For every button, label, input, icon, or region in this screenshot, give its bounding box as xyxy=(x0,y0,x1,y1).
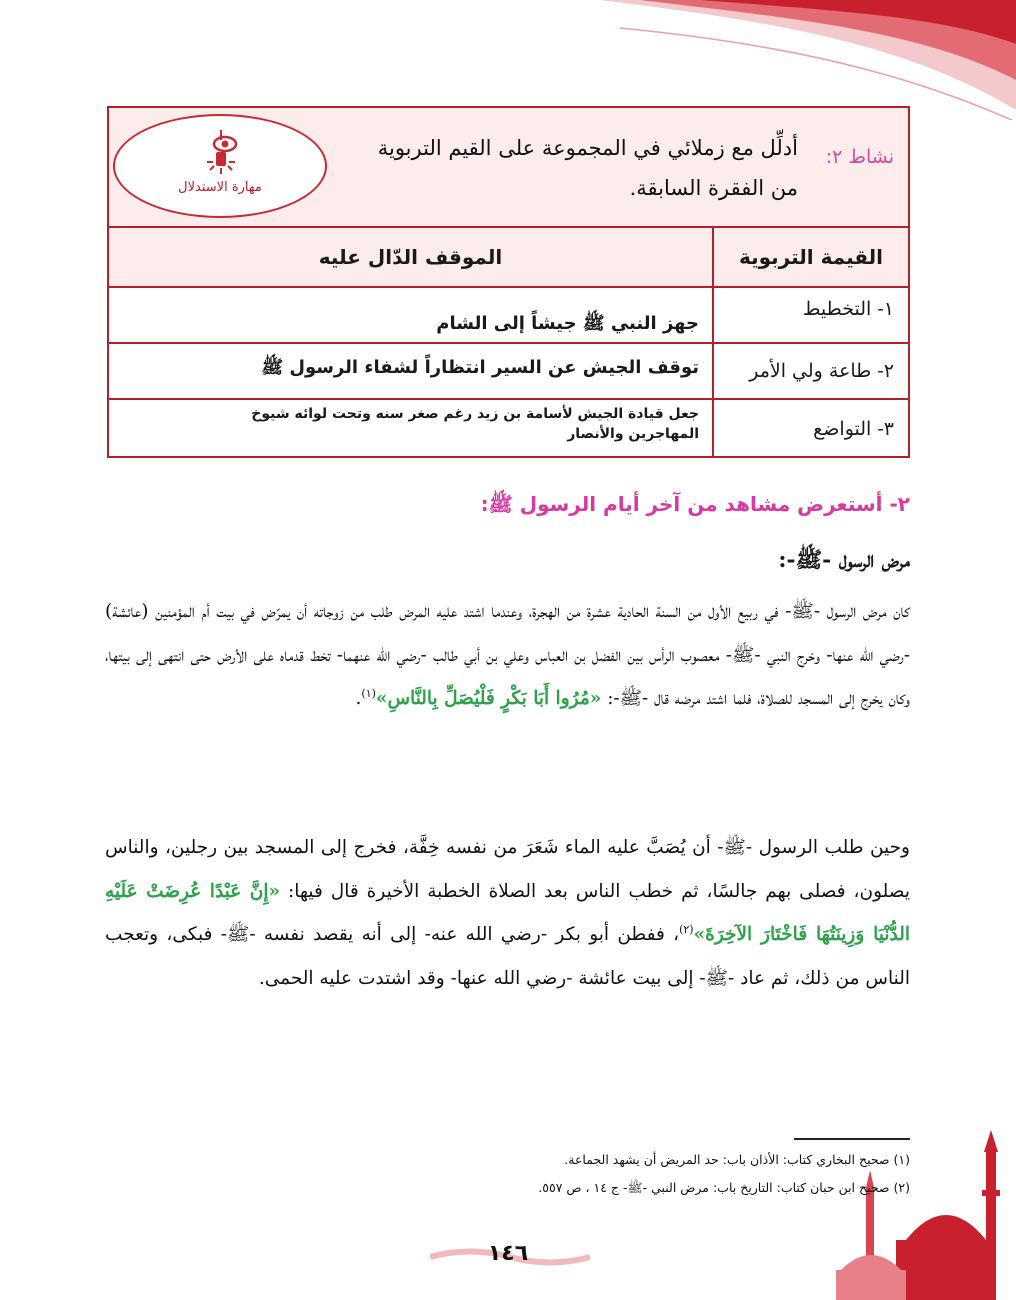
paragraph-1-text: كان مرض الرسول -ﷺ- في ربيع الأول من السنة الحادية عشرة من الهجرة، وعندما اشتد عليه المرض طلب من زوجاته أن يمرّض في بيت أم المؤمنين (عائشة) -رضي الله عنها- وخرج النبي -ﷺ- معصوب الرأس بين الفضل بن العباس وعلي بن أبي طالب -رضي الله عنهما- تخط قدماه على الأرض حتى انتهى إلى بيتها، وكان يخرج إلى المسجد للصلاة، فلما اشتد مرضه قال -ﷺ-: xyxy=(105,601,910,709)
header-value: القيمة التربوية xyxy=(738,245,884,269)
activity-instruction xyxy=(328,128,798,208)
activity-table xyxy=(107,106,910,458)
paragraph-1: كان مرض الرسول -ﷺ- في ربيع الأول من السنة الحادية عشرة من الهجرة، وعندما اشتد عليه المرض طلب من زوجاته أن يمرّض في بيت أم المؤمنين (عائشة) -رضي الله عنها- وخرج النبي -ﷺ- معصوب الرأس بين الفضل بن العباس وعلي بن أبي طالب -رضي الله عنهما- تخط قدماه على الأرض حتى انتهى إلى بيتها، وكان يخرج إلى المسجد للصلاة، فلما اشتد مرضه قال -ﷺ-: «مُرُوا أَبَا بَكْرٍ فَلْيُصَلِّ بِالنَّاسِ»$^{(١)}$. xyxy=(105,601,910,709)
subheading: مرض الرسول -ﷺ-: xyxy=(778,547,910,573)
activity-header xyxy=(109,108,908,228)
footnote-ref-2[interactable]: (٢) xyxy=(679,922,694,936)
section-heading: ٢- أستعرض مشاهد من آخر أيام الرسول ﷺ: xyxy=(480,492,910,516)
paragraph-2-tail: ، ففطن أبو بكر -رضي الله عنه- إلى أنه يقصد نفسه -ﷺ- فبكى، وتعجب الناس من ذلك، ثم عاد -ﷺ- إلى بيت عائشة -رضي الله عنها- وقد اشتدت عليه الحمى. xyxy=(105,924,910,989)
page-number: ١٤٦ xyxy=(487,1241,529,1266)
column-divider xyxy=(712,228,714,456)
footnote-ref-1[interactable]: (١) xyxy=(361,686,376,700)
table-row xyxy=(109,400,908,456)
row-situation: جعل قيادة الجيش لأسامة بن زيد رغم صغر سنه وتحت لوائه شيوخ المهاجرين والأنصار xyxy=(251,406,699,442)
activity-instruction-line2: من الفقرة السابقة. xyxy=(629,176,798,200)
activity-label: نشاط ٢: xyxy=(825,146,894,168)
table-row xyxy=(109,288,908,344)
skill-badge xyxy=(113,114,327,218)
header-swoosh-decoration xyxy=(0,0,1016,120)
skill-label: مهارة الاستدلال xyxy=(178,180,262,195)
activity-instruction-line1: أدلِّل مع زملائي في المجموعة على القيم التربوية xyxy=(377,136,798,160)
table-row xyxy=(109,344,908,400)
footnote-2: (٢) صحيح ابن حبان كتاب: التاريخ باب: مرض النبي -ﷺ- ج ١٤ ، ص ٥٥٧. xyxy=(538,1180,910,1195)
table-header-row xyxy=(109,228,908,288)
paragraph-2 xyxy=(105,826,910,1000)
row-situation: جهز النبي ﷺ جيشاً إلى الشام xyxy=(436,313,699,334)
footnote-1: (١) صحيح البخاري كتاب: الأذان باب: حد المريض أن يشهد الجماعة. xyxy=(564,1152,910,1167)
footnote-divider xyxy=(794,1138,910,1140)
hadith-quote-1: «مُرُوا أَبَا بَكْرٍ فَلْيُصَلِّ بِالنَّاسِ» xyxy=(375,688,602,709)
row-value: ٣- التواضع xyxy=(813,418,894,440)
row-value: ٢- طاعة ولي الأمر xyxy=(749,360,894,382)
eye-lightbulb-icon xyxy=(197,128,245,176)
header-situation: الموقف الدّال عليه xyxy=(318,245,503,269)
hadith-quote-2: «إِنَّ عَبْدًا عُرِضَتْ عَلَيْهِ الدُّنْيَا وَزِينَتُهَا فَاخْتَارَ الآخِرَةَ» xyxy=(105,880,910,945)
paragraph-2-text: وحين طلب الرسول -ﷺ- أن يُصَبَّ عليه الماء شَعَرَ من نفسه خِفَّة، فخرج إلى المسجد بين رجلين، والناس يصلون، فصلى بهم جالسًا، ثم خطب الناس بعد الصلاة الخطبة الأخيرة قال فيها: xyxy=(105,837,910,902)
row-value: ١- التخطيط xyxy=(802,298,894,320)
row-situation: توقف الجيش عن السير انتظاراً لشفاء الرسول ﷺ xyxy=(261,357,699,378)
